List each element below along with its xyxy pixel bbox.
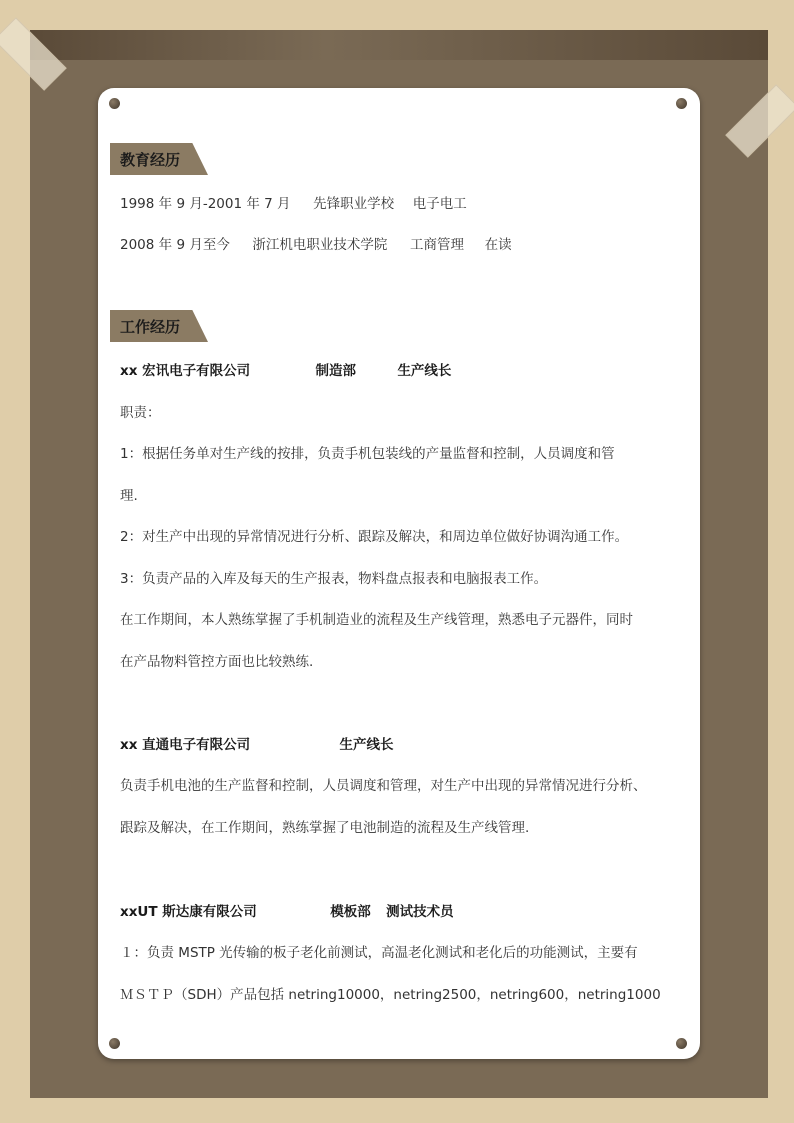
pin-top-right <box>676 98 687 109</box>
job3-header <box>120 900 454 920</box>
pin-top-left <box>109 98 120 109</box>
job1-department: 制造部 <box>315 363 357 379</box>
education-section-header <box>110 143 208 175</box>
education-entry-2 <box>120 233 512 253</box>
job1-duty-line: 1：根据任务单对生产线的按排，负责手机包装线的产量监督和控制，人员调度和管 <box>120 446 615 462</box>
pin-bottom-right <box>676 1038 687 1049</box>
job2-description-line: 负责手机电池的生产监督和控制，人员调度和管理，对生产中出现的异常情况进行分析、 <box>120 778 647 794</box>
job2-header <box>120 733 394 753</box>
job1-duty-line: 3：负责产品的入库及每天的生产报表，物料盘点报表和电脑报表工作。 <box>120 571 548 587</box>
job3-description-line: ＭＳＴＰ（SDH）产品包括 netring10000，netring2500，netring600，netring1000 <box>120 987 661 1003</box>
job1-summary-line: 在产品物料管控方面也比较熟练. <box>120 654 314 670</box>
education-period: 2008 年 9 月至今 <box>120 237 230 253</box>
education-school: 浙江机电职业技术学院 <box>252 237 388 253</box>
education-major: 工商管理 <box>410 237 465 253</box>
job3-description-line: １：负责 MSTP 光传输的板子老化前测试，高温老化测试和老化后的功能测试，主要有 <box>120 945 638 961</box>
job1-summary-line: 在工作期间，本人熟练掌握了手机制造业的流程及生产线管理，熟悉电子元器件，同时 <box>120 612 633 628</box>
resume-card <box>98 88 700 1059</box>
job2-company: xx 直通电子有限公司 <box>120 737 251 753</box>
job1-position: 生产线长 <box>397 363 452 379</box>
job1-duty-line: 2：对生产中出现的异常情况进行分析、跟踪及解决，和周边单位做好协调沟通工作。 <box>120 529 629 545</box>
job3-position: 测试技术员 <box>386 904 454 920</box>
work-section-header <box>110 310 208 342</box>
education-status: 在读 <box>484 237 512 253</box>
job3-company: xxUT 斯达康有限公司 <box>120 904 257 920</box>
education-school: 先锋职业学校 <box>313 196 395 212</box>
job1-header <box>120 359 451 379</box>
education-period: 1998 年 9 月-2001 年 7 月 <box>120 196 291 212</box>
education-entry-1 <box>120 192 467 212</box>
job2-description-line: 跟踪及解决，在工作期间，熟练掌握了电池制造的流程及生产线管理. <box>120 820 530 836</box>
job1-company: xx 宏讯电子有限公司 <box>120 363 251 379</box>
pin-bottom-left <box>109 1038 120 1049</box>
education-heading: 教育经历 <box>120 151 181 169</box>
job2-position: 生产线长 <box>339 737 394 753</box>
job1-duties-label: 职责： <box>120 405 161 421</box>
job3-department: 模板部 <box>330 904 371 920</box>
frame-top-band <box>30 30 768 60</box>
work-heading: 工作经历 <box>120 318 181 336</box>
job1-duty-line: 理. <box>120 488 138 504</box>
education-major: 电子电工 <box>412 196 467 212</box>
